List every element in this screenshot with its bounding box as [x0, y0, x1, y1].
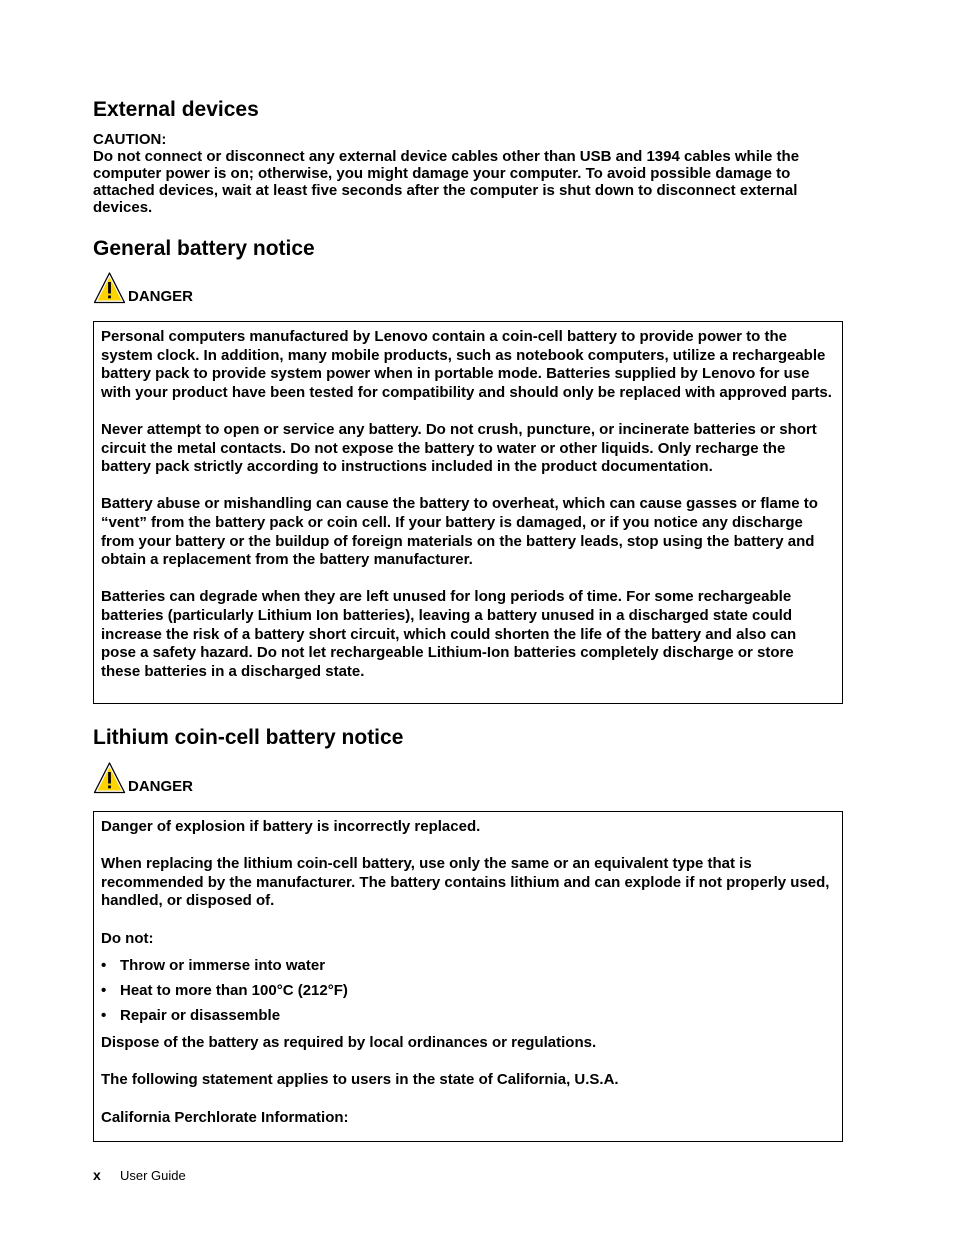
page-number: x — [93, 1167, 101, 1183]
warning-triangle-icon — [93, 761, 126, 795]
lithium-battery-notice-box — [93, 811, 843, 1142]
notice-paragraph: Batteries can degrade when they are left unused for long periods of time. For some rechargeable batteries (particularly Lithium Ion batteries), leaving a battery unused in a discharged state could increase the risk of a battery short circuit, which could shorten the life of the battery and also can pose a safety hazard. Do not let rechargeable Lithium-Ion batteries completely discharge or store these batteries in a discharged state. — [101, 588, 797, 680]
notice-paragraph: Never attempt to open or service any battery. Do not crush, puncture, or incinerate batteries or short circuit the metal contacts. Do not expose the battery to water or other liquids. Only recharge the battery pack strictly according to instructions included in the product documentation. — [101, 420, 817, 476]
notice-paragraph: Danger of explosion if battery is incorrectly replaced. — [101, 818, 481, 835]
danger-label: DANGER — [128, 778, 194, 795]
document-title: User Guide — [120, 1168, 186, 1183]
notice-paragraph: The following statement applies to users in the state of California, U.S.A. — [101, 1071, 619, 1089]
notice-paragraph: When replacing the lithium coin-cell battery, use only the same or an equivalent type that is recommended by the manufacturer. The battery contains lithium and can explode if not properly used, handled, or disposed of. — [101, 855, 830, 910]
lithium-battery-heading: Lithium coin-cell battery notice — [93, 726, 404, 749]
list-item: • Heat to more than 100°C (212°F) — [101, 982, 835, 1000]
list-item: • Throw or immerse into water — [101, 957, 835, 975]
warning-triangle-icon — [93, 271, 126, 305]
lithium-danger-row — [93, 759, 193, 795]
danger-label: DANGER — [128, 288, 194, 305]
notice-paragraph: California Perchlorate Information: — [101, 1108, 349, 1126]
caution-text: Do not connect or disconnect any external device cables other than USB and 1394 cables while the computer power is on; otherwise, you might damage your computer. To avoid possible damage to attached devices, wait at least five seconds after the computer is shut down to disconnect external devices. — [93, 148, 800, 216]
do-not-list — [101, 957, 835, 1025]
general-battery-heading: General battery notice — [93, 237, 315, 260]
caution-label: CAUTION: — [93, 131, 167, 148]
caution-block — [93, 131, 845, 216]
list-item: • Repair or disassemble — [101, 1007, 835, 1025]
notice-paragraph: Dispose of the battery as required by local ordinances or regulations. — [101, 1034, 597, 1052]
notice-paragraph: Battery abuse or mishandling can cause the battery to overheat, which can cause gasses or flame to “vent” from the battery pack or coin cell. If your battery is damaged, or if you notice any discharge from your battery or the buildup of foreign materials on the battery leads, stop using the battery and obtain a replacement from the battery manufacturer. — [101, 495, 818, 569]
do-not-label: Do not: — [101, 929, 154, 947]
general-danger-row — [93, 269, 193, 305]
general-battery-notice-box — [93, 321, 843, 704]
notice-paragraph: Personal computers manufactured by Lenovo contain a coin-cell battery to provide power to the system clock. In addition, many mobile products, such as notebook computers, utilize a rechargeable battery pack to provide system power when in portable mode. Batteries supplied by Lenovo for use with your product have been tested for compatibility and should only be replaced with approved parts. — [101, 328, 832, 401]
page-footer — [93, 1167, 186, 1184]
external-devices-heading: External devices — [93, 98, 259, 121]
